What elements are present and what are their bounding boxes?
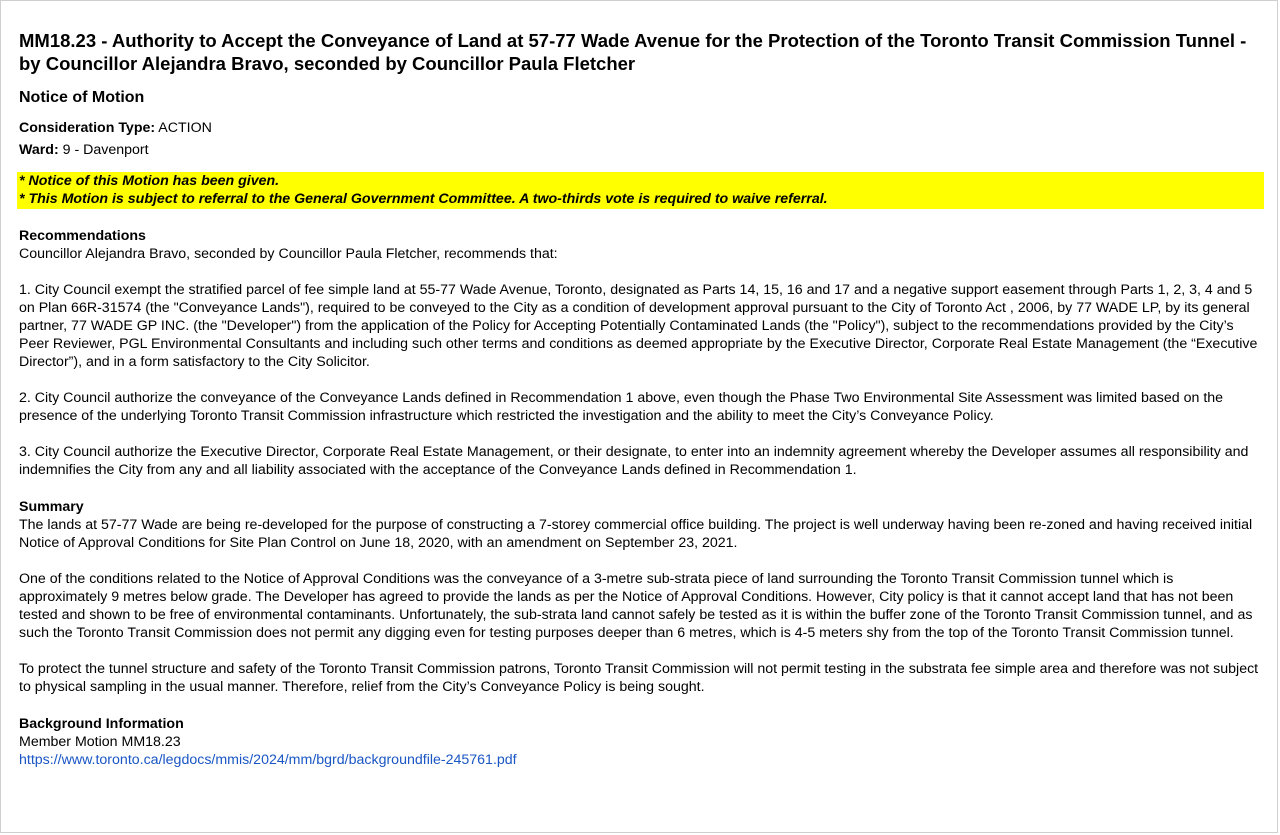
consideration-type-row <box>19 117 1265 139</box>
ward-row <box>19 139 1265 161</box>
recommendation-item-1: 1. City Council exempt the stratified parcel of fee simple land at 55-77 Wade Avenue, Toronto, designated as Parts 14, 15, 16 and 17 and a negative support easement through Parts 1, 2, 3, 4 and 5 on Plan 66R-31574 (the "Conveyance Lands"), required to be conveyed to the City as a condition of development approval pursuant to the City of Toronto Act , 2006, by 77 WADE LP, by its general partner, 77 WADE GP INC. (the "Developer") from the application of the Policy for Accepting Potentially Contaminated Lands (the "Policy"), subject to the recommendations provided by the City’s Peer Reviewer, PGL Environmental Consultants and including such other terms and conditions as deemed appropriate by the Executive Director, Corporate Real Estate Management (the “Executive Director”), and in a form satisfactory to the City Solicitor. <box>19 282 1258 370</box>
summary-heading: Summary <box>19 499 84 515</box>
motion-meta <box>19 117 1265 161</box>
notice-given-text: * Notice of this Motion has been given. <box>19 173 280 189</box>
summary-paragraph-2: One of the conditions related to the Notice of Approval Conditions was the conveyance of a 3-metre sub-strata piece of land surrounding the Toronto Transit Commission tunnel which is approximately 9 metres below grade. The Developer has agreed to provide the lands as per the Notice of Approval Conditions. However, City policy is that it cannot accept land that has not been tested and shown to be free of environmental contaminants. Unfortunately, the sub-strata land cannot safely be tested as it is within the buffer zone of the Toronto Transit Commission tunnel, and as such the Toronto Transit Commission does not permit any digging even for testing purposes deeper than 6 metres, which is 4-5 meters shy from the top of the Toronto Transit Commission tunnel. <box>19 571 1253 641</box>
motion-type-heading: Notice of Motion <box>19 89 145 106</box>
background-item-label: Member Motion MM18.23 <box>19 734 181 750</box>
ward-value: 9 - Davenport <box>62 142 149 158</box>
motion-document <box>19 29 1265 769</box>
consideration-type-label: Consideration Type: <box>19 120 156 136</box>
background-heading: Background Information <box>19 716 184 732</box>
notice-referral-text: * This Motion is subject to referral to the General Government Committee. A two-thirds vote is required to waive referral. <box>19 190 828 207</box>
motion-title: MM18.23 - Authority to Accept the Conveyance of Land at 57-77 Wade Avenue for the Protection of the Toronto Transit Commission Tunnel - by Councillor Alejandra Bravo, seconded by Councillor Paula Fletcher <box>19 30 1247 74</box>
summary-paragraph-3: To protect the tunnel structure and safety of the Toronto Transit Commission patrons, Toronto Transit Commission will not permit testing in the substrata fee simple area and therefore was not subject to physical sampling in the usual manner. Therefore, relief from the City’s Conveyance Policy is being sought. <box>19 661 1259 695</box>
recommendations-intro: Councillor Alejandra Bravo, seconded by Councillor Paula Fletcher, recommends that: <box>19 246 558 262</box>
ward-label: Ward: <box>19 142 59 158</box>
summary-paragraph-1: The lands at 57-77 Wade are being re-developed for the purpose of constructing a 7-storey commercial office building. The project is well underway having been re-zoned and having received initial Notice of Approval Conditions for Site Plan Control on June 18, 2020, with an amendment on September 23, 2021. <box>19 517 1253 551</box>
recommendations-heading: Recommendations <box>19 228 146 244</box>
notice-banner <box>17 172 1264 209</box>
recommendation-item-3: 3. City Council authorize the Executive Director, Corporate Real Estate Management, or their designate, to enter into an indemnity agreement whereby the Developer assumes all responsibility and indemnifies the City from any and all liability associated with the acceptance of the Conveyance Lands defined in Recommendation 1. <box>19 444 1249 478</box>
recommendation-item-2: 2. City Council authorize the conveyance of the Conveyance Lands defined in Recommendation 1 above, even though the Phase Two Environmental Site Assessment was limited based on the presence of the underlying Toronto Transit Commission infrastructure which restricted the investigation and the ability to meet the City’s Conveyance Policy. <box>19 390 1224 424</box>
consideration-type-value: ACTION <box>158 120 212 136</box>
background-list <box>19 733 1265 769</box>
background-file-link[interactable]: https://www.toronto.ca/legdocs/mmis/2024/mm/bgrd/backgroundfile-245761.pdf <box>19 752 517 768</box>
